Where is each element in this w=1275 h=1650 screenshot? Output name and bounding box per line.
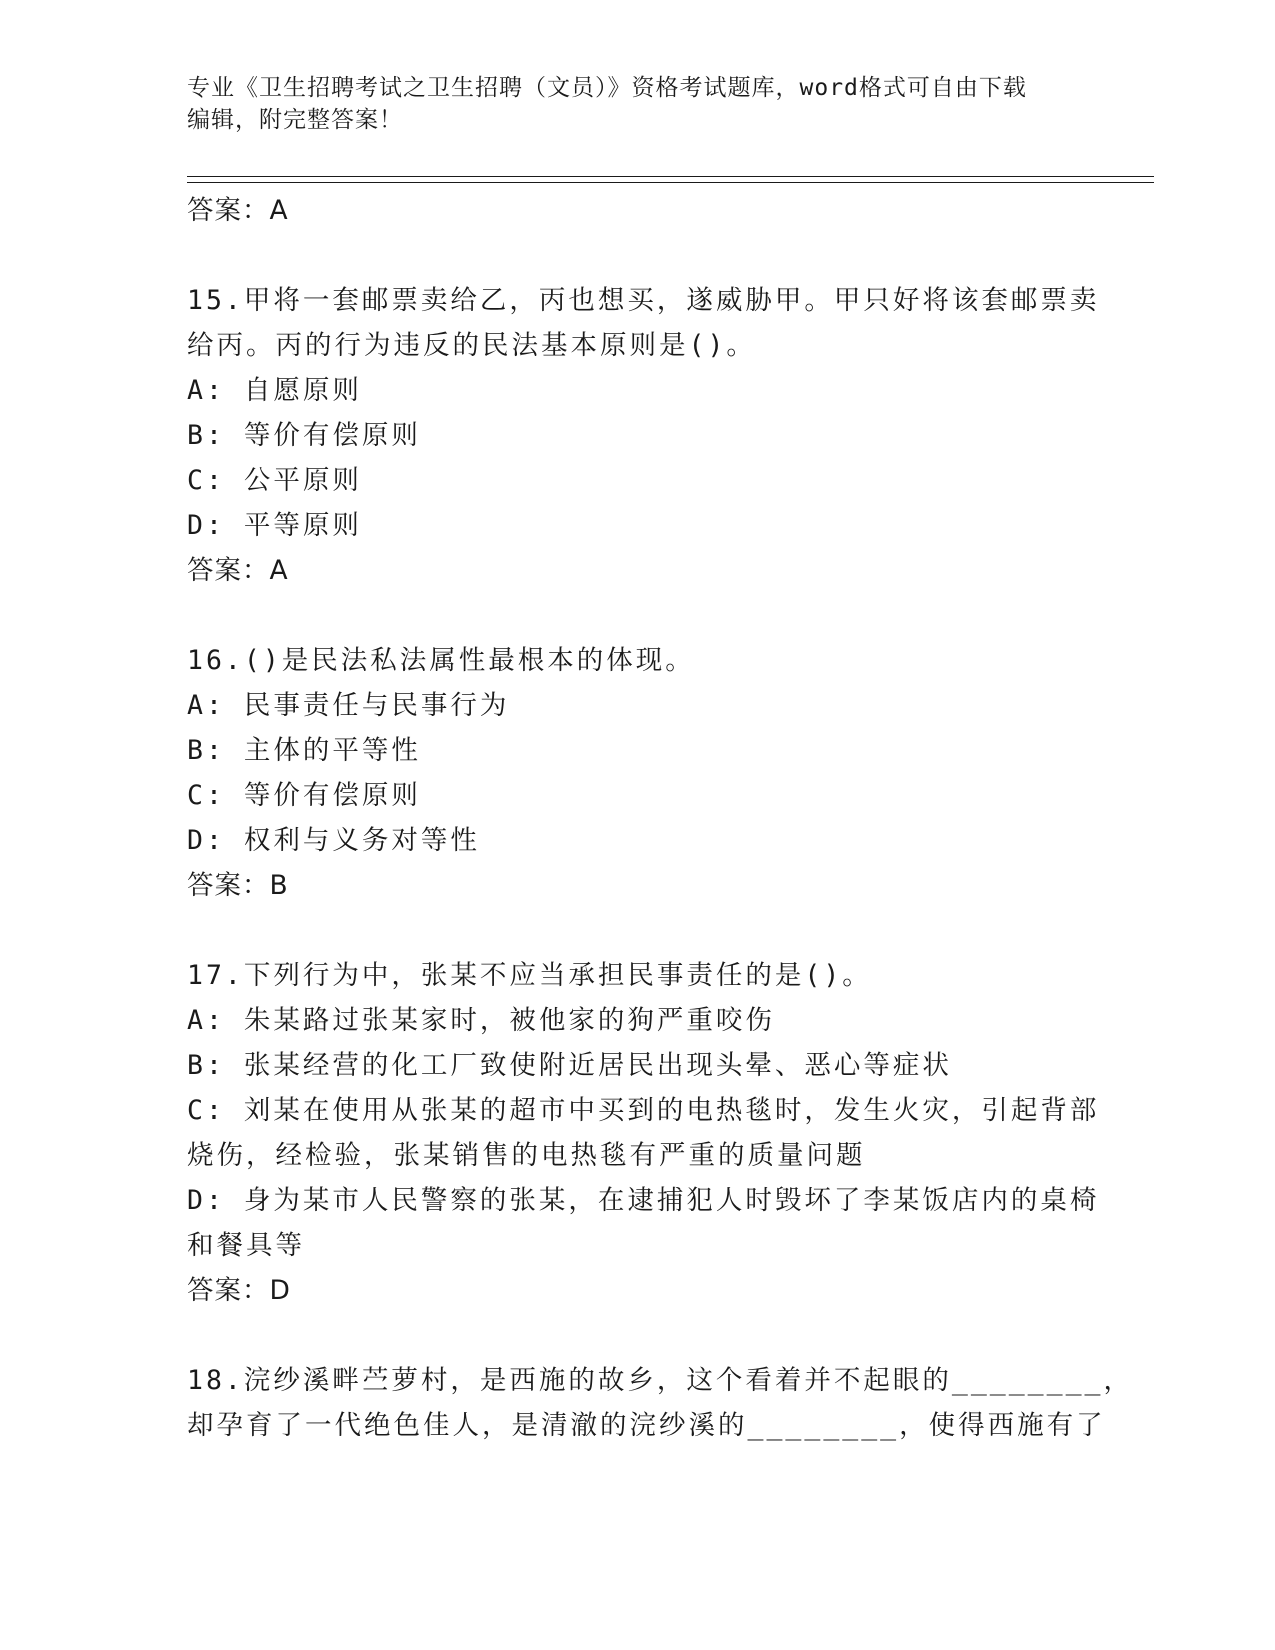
question-16-stem: 16.()是民法私法属性最根本的体现。	[187, 645, 695, 676]
question-16-answer: 答案：B	[187, 870, 289, 901]
question-17-answer: 答案：D	[187, 1275, 291, 1306]
question-list	[187, 188, 1133, 1448]
question-15-stem-2: 给丙。丙的行为违反的民法基本原则是()。	[187, 330, 756, 361]
spacer	[187, 593, 1077, 638]
question-16-option-c: C: 等价有偿原则	[187, 780, 421, 811]
spacer	[187, 908, 1077, 953]
question-15	[187, 278, 1100, 593]
question-16-option-a: A: 民事责任与民事行为	[187, 690, 510, 721]
question-17-option-c-2: 烧伤，经检验，张某销售的电热毯有严重的质量问题	[187, 1140, 866, 1171]
question-16-option-b: B: 主体的平等性	[187, 735, 421, 766]
document-header	[187, 72, 1067, 136]
spacer	[187, 1313, 1077, 1358]
question-17-option-d-2: 和餐具等	[187, 1230, 305, 1261]
question-15-stem-1: 15.甲将一套邮票卖给乙，丙也想买，遂威胁甲。甲只好将该套邮票卖	[187, 285, 1100, 316]
question-18-stem-1: 18.浣纱溪畔苎萝村，是西施的故乡，这个看着并不起眼的________，	[187, 1365, 1133, 1396]
question-17-stem: 17.下列行为中，张某不应当承担民事责任的是()。	[187, 960, 872, 991]
question-18	[187, 1358, 1133, 1448]
question-15-option-b: B: 等价有偿原则	[187, 420, 421, 451]
question-16	[187, 638, 1077, 908]
question-16-option-d: D: 权利与义务对等性	[187, 825, 480, 856]
question-17-option-c-1: C: 刘某在使用从张某的超市中买到的电热毯时，发生火灾，引起背部	[187, 1095, 1100, 1126]
header-line-1: 专业《卫生招聘考试之卫生招聘（文员）》资格考试题库，word格式可自由下载	[187, 75, 1027, 101]
question-15-answer: 答案：A	[187, 555, 289, 586]
header-divider-top	[187, 176, 1154, 177]
question-17-option-d-1: D: 身为某市人民警察的张某，在逮捕犯人时毁坏了李某饭店内的桌椅	[187, 1185, 1100, 1216]
question-18-stem-2: 却孕育了一代绝色佳人，是清澈的浣纱溪的________，使得西施有了	[187, 1410, 1106, 1441]
question-17	[187, 953, 1100, 1313]
header-divider-bottom	[187, 182, 1154, 183]
question-15-option-a: A: 自愿原则	[187, 375, 362, 406]
question-15-option-c: C: 公平原则	[187, 465, 362, 496]
header-line-2: 编辑，附完整答案！	[187, 107, 403, 133]
question-17-option-b: B: 张某经营的化工厂致使附近居民出现头晕、恶心等症状	[187, 1050, 952, 1081]
answer-14: 答案：A	[187, 195, 289, 226]
question-17-option-a: A: 朱某路过张某家时，被他家的狗严重咬伤	[187, 1005, 775, 1036]
spacer	[187, 233, 1077, 278]
question-15-option-d: D: 平等原则	[187, 510, 362, 541]
